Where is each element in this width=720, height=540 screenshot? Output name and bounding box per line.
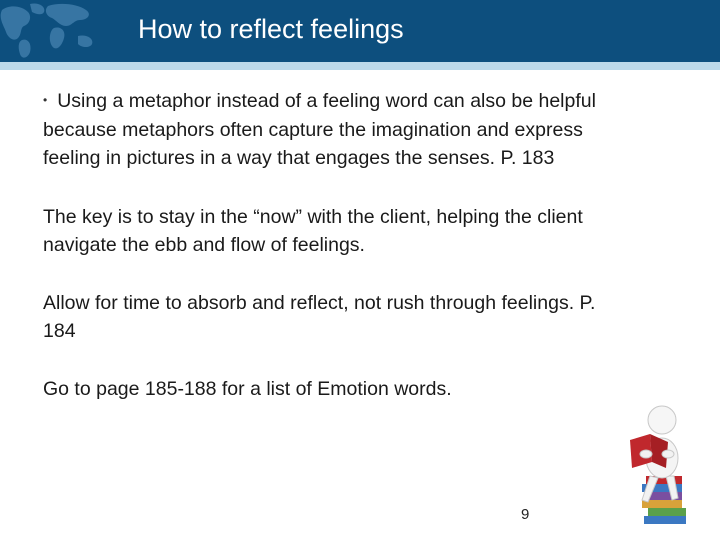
slide-body <box>43 86 618 403</box>
slide-header <box>0 0 720 62</box>
bullet-text: Using a metaphor instead of a feeling word can also be helpful because metaphors often capture the imagination and express feeling in pictures in a way that engages the senses. P. 183 <box>43 90 596 169</box>
page-number: 9 <box>521 506 530 523</box>
slide-title: How to reflect feelings <box>138 14 404 44</box>
paragraph-time: Allow for time to absorb and reflect, not rush through feelings. P. 184 <box>43 291 596 342</box>
header-stripe <box>0 62 720 70</box>
person-reading-on-books-icon <box>612 396 712 536</box>
bullet-icon: • <box>43 93 48 107</box>
paragraph-now: The key is to stay in the “now” with the client, helping the client navigate the ebb and flow of feelings. <box>43 205 583 256</box>
bullet-paragraph <box>43 86 618 173</box>
paragraph-emotion-words: Go to page 185-188 for a list of Emotion words. <box>43 377 452 400</box>
world-map-icon <box>0 0 100 62</box>
